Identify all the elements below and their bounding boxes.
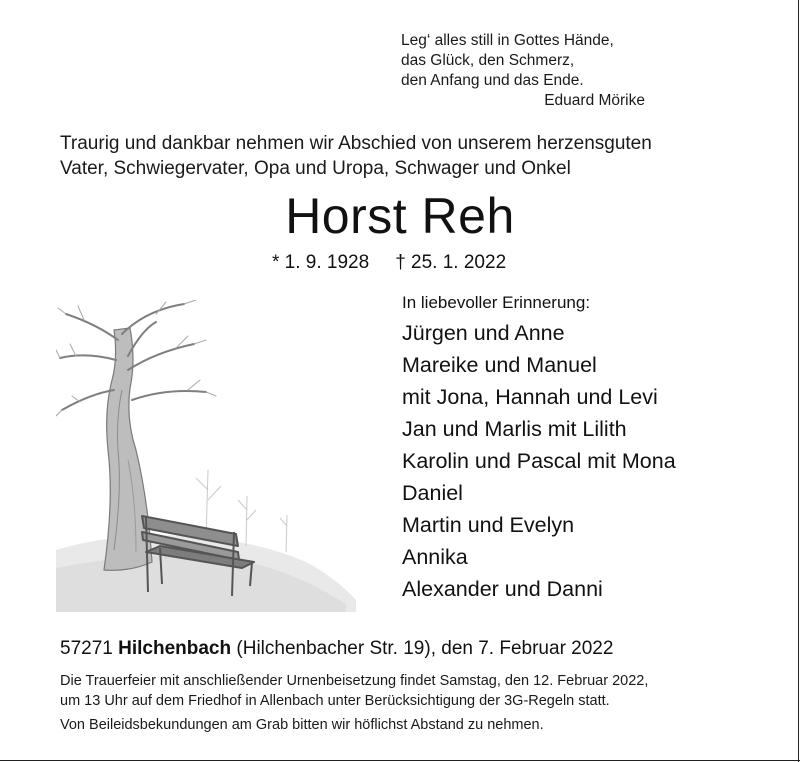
address-and-date: (Hilchenbacher Str. 19), den 7. Februar 2022 — [236, 638, 614, 659]
frame-border-bottom — [0, 760, 800, 761]
funeral-note-line: um 13 Uhr auf dem Friedhof in Allenbach unter Berücksichtigung der 3G-Regeln statt. — [60, 693, 610, 709]
family-member: mit Jona, Hannah und Levi — [402, 385, 658, 409]
family-heading: In liebevoller Erinnerung: — [402, 293, 591, 312]
death-date: † 25. 1. 2022 — [395, 252, 507, 273]
poem-line: das Glück, den Schmerz, — [401, 52, 575, 69]
intro-text — [60, 131, 760, 181]
funeral-note-line: Die Trauerfeier mit anschließender Urnenbeisetzung findet Samstag, den 12. Februar 2022, — [60, 673, 649, 689]
intro-line: Traurig und dankbar nehmen wir Abschied von unserem herzensguten — [60, 133, 652, 154]
family-member: Annika — [402, 545, 468, 569]
birth-date: * 1. 9. 1928 — [272, 252, 370, 273]
place-and-date — [60, 637, 780, 661]
family-member: Karolin und Pascal mit Mona — [402, 449, 676, 473]
family-member: Alexander und Danni — [402, 577, 603, 601]
family-member: Jan und Marlis mit Lilith — [402, 417, 627, 441]
family-list — [402, 289, 782, 605]
poem-author: Eduard Mörike — [544, 92, 645, 109]
tree-and-bench-sketch-icon — [56, 300, 356, 612]
life-dates — [272, 251, 572, 275]
family-member: Mareike und Manuel — [402, 353, 597, 377]
deceased-name: Horst Reh — [285, 188, 515, 244]
intro-line: Vater, Schwiegervater, Opa und Uropa, Schwager und Onkel — [60, 158, 571, 179]
family-member: Daniel — [402, 481, 463, 505]
family-member: Jürgen und Anne — [402, 321, 565, 345]
city-name: Hilchenbach — [118, 638, 232, 659]
funeral-notes — [60, 671, 780, 735]
postal-code: 57271 — [60, 638, 113, 659]
frame-border-right — [798, 0, 799, 762]
poem-line: Leg‘ alles still in Gottes Hände, — [401, 32, 614, 49]
poem — [401, 31, 661, 111]
condolence-note: Von Beileidsbekundungen am Grab bitten wir höflichst Abstand zu nehmen. — [60, 717, 544, 733]
poem-line: den Anfang und das Ende. — [401, 72, 584, 89]
family-member: Martin und Evelyn — [402, 513, 575, 537]
